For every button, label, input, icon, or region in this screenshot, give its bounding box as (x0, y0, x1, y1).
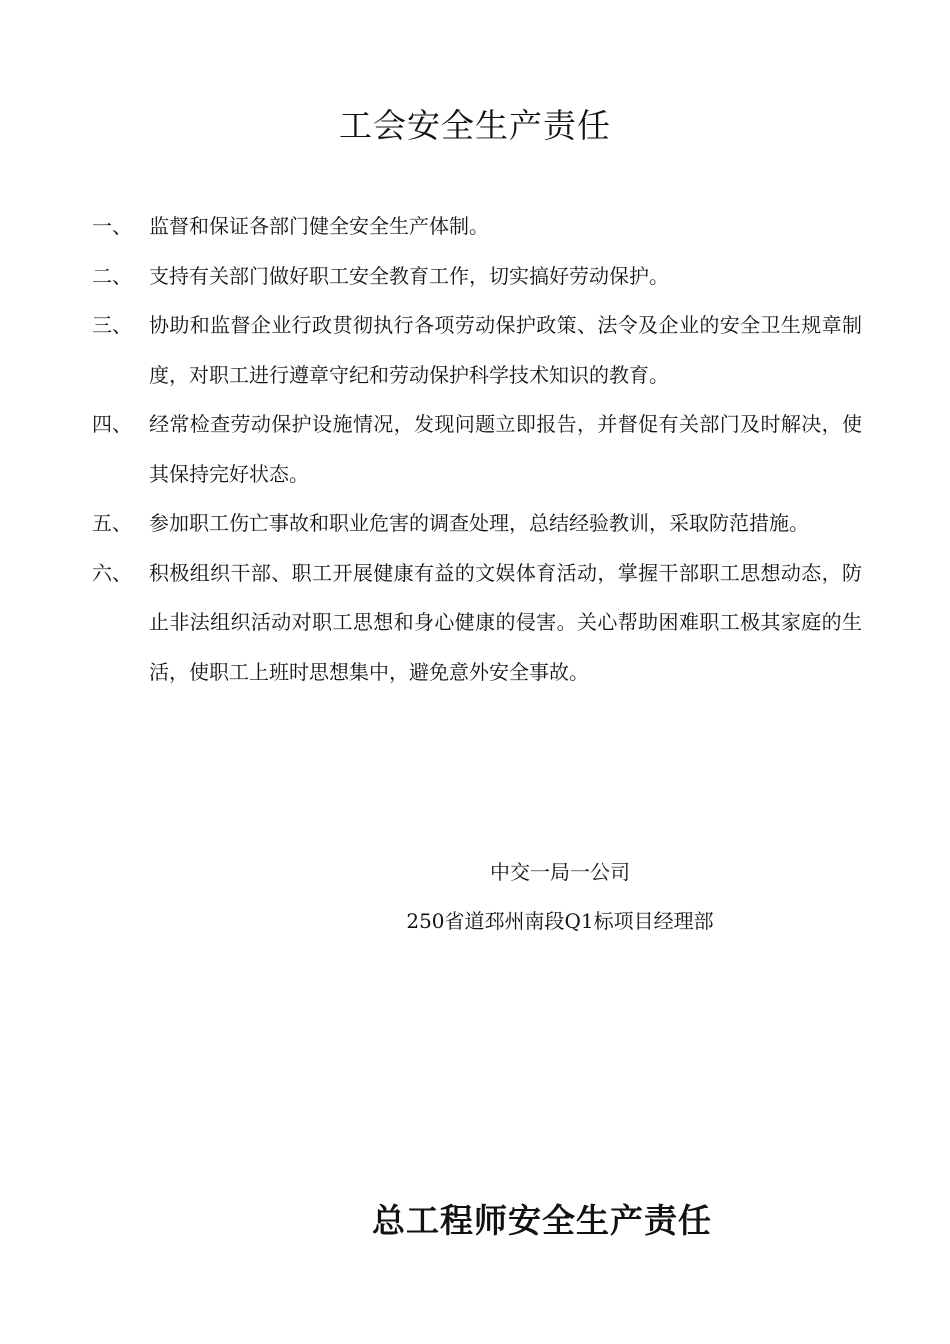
document-title: 工会安全生产责任 (339, 106, 611, 145)
list-item-marker: 四、 (92, 412, 132, 436)
list-item-text: 经常检查劳动保护设施情况，发现问题立即报告，并督促有关部门及时解决，使其保持完好状态。 (149, 412, 862, 486)
signature-organization: 中交一局一公司 (490, 860, 630, 884)
signature-department: 250省道邳州南段Q1标项目经理部 (406, 909, 714, 933)
next-section-title: 总工程师安全生产责任 (372, 1201, 712, 1240)
list-item-marker: 五、 (92, 511, 132, 535)
responsibility-list (92, 202, 862, 697)
list-item-text: 监督和保证各部门健全安全生产体制。 (149, 214, 489, 238)
list-item-text: 参加职工伤亡事故和职业危害的调查处理，总结经验教训，采取防范措施。 (149, 511, 809, 535)
list-item-marker: 一、 (92, 214, 132, 238)
list-item-text: 支持有关部门做好职工安全教育工作，切实搞好劳动保护。 (149, 263, 669, 288)
list-item-marker: 三、 (92, 313, 132, 337)
list-item-3 (92, 301, 862, 400)
list-item-text: 协助和监督企业行政贯彻执行各项劳动保护政策、法令及企业的安全卫生规章制度，对职工进行遵章守纪和劳动保护科学技术知识的教育。 (149, 313, 862, 387)
list-item-text: 积极组织干部、职工开展健康有益的文娱体育活动，掌握干部职工思想动态，防止非法组织活动对职工思想和身心健康的侵害。关心帮助困难职工极其家庭的生活，使职工上班时思想集中，避免意外安全事故。 (149, 560, 862, 684)
list-item-6 (92, 549, 862, 698)
list-item-marker: 二、 (92, 263, 132, 288)
list-item-marker: 六、 (92, 560, 132, 585)
list-item-1 (92, 202, 862, 252)
list-item-2 (92, 252, 862, 302)
list-item-5 (92, 499, 862, 549)
list-item-4 (92, 400, 862, 499)
